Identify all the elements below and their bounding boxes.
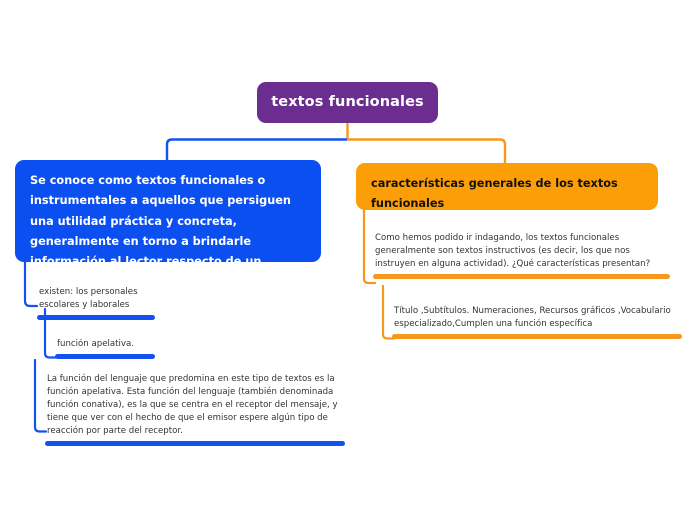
node-right-leaf-textos-instructivos[interactable] (373, 232, 670, 279)
node-right-main-label: características generales de los textos funcionales (371, 177, 618, 211)
node-left-leaf-tipos[interactable] (37, 286, 155, 320)
node-right-leaf-elementos[interactable] (392, 305, 682, 339)
underline-bar (392, 334, 682, 339)
node-right-leaf-elementos-label: Título ,Subtítulos. Numeraciones, Recursos gráficos ,Vocabulario especializado,Cumplen una función específica (394, 306, 671, 330)
node-left-leaf-funcion-apelativa[interactable] (55, 338, 155, 359)
underline-bar (55, 354, 155, 359)
node-root-label: textos funcionales (271, 93, 424, 110)
node-left-leaf-funcion-lenguaje[interactable] (45, 373, 345, 446)
node-left-main-label: Se conoce como textos funcionales o instrumentales a aquellos que persiguen una utilidad práctica y concreta, generalmente en torno a brindarle información al lector respecto de un asunto específico de la vida cotidiana (30, 174, 291, 289)
node-left-leaf-funcion-apelativa-label: función apelativa. (57, 339, 134, 349)
underline-bar (373, 274, 670, 279)
node-right-main-caracteristicas[interactable] (356, 163, 658, 210)
node-root-textos-funcionales[interactable] (257, 82, 438, 123)
connector-root-to-left-branch (167, 140, 347, 161)
node-left-leaf-tipos-label: existen: los personales escolares y laborales (39, 287, 138, 311)
connector-root-to-right-branch (348, 140, 505, 164)
node-left-leaf-funcion-lenguaje-label: La función del lenguaje que predomina en este tipo de textos es la función apelativa. Esta función del lenguaje (también denominada función conativa), es la que se centra en el receptor del mensaje, y tiene que ver con el hecho de que el emisor espere algún tipo de reacción por parte del receptor. (47, 374, 338, 437)
underline-bar (37, 315, 155, 320)
node-right-leaf-textos-instructivos-label: Como hemos podido ir indagando, los textos funcionales generalmente son textos instructivos (es decir, los que nos instruyen en alguna actividad). ¿Qué características presentan? (375, 233, 651, 270)
node-left-main-definicion[interactable] (15, 160, 321, 289)
underline-bar (45, 441, 345, 446)
